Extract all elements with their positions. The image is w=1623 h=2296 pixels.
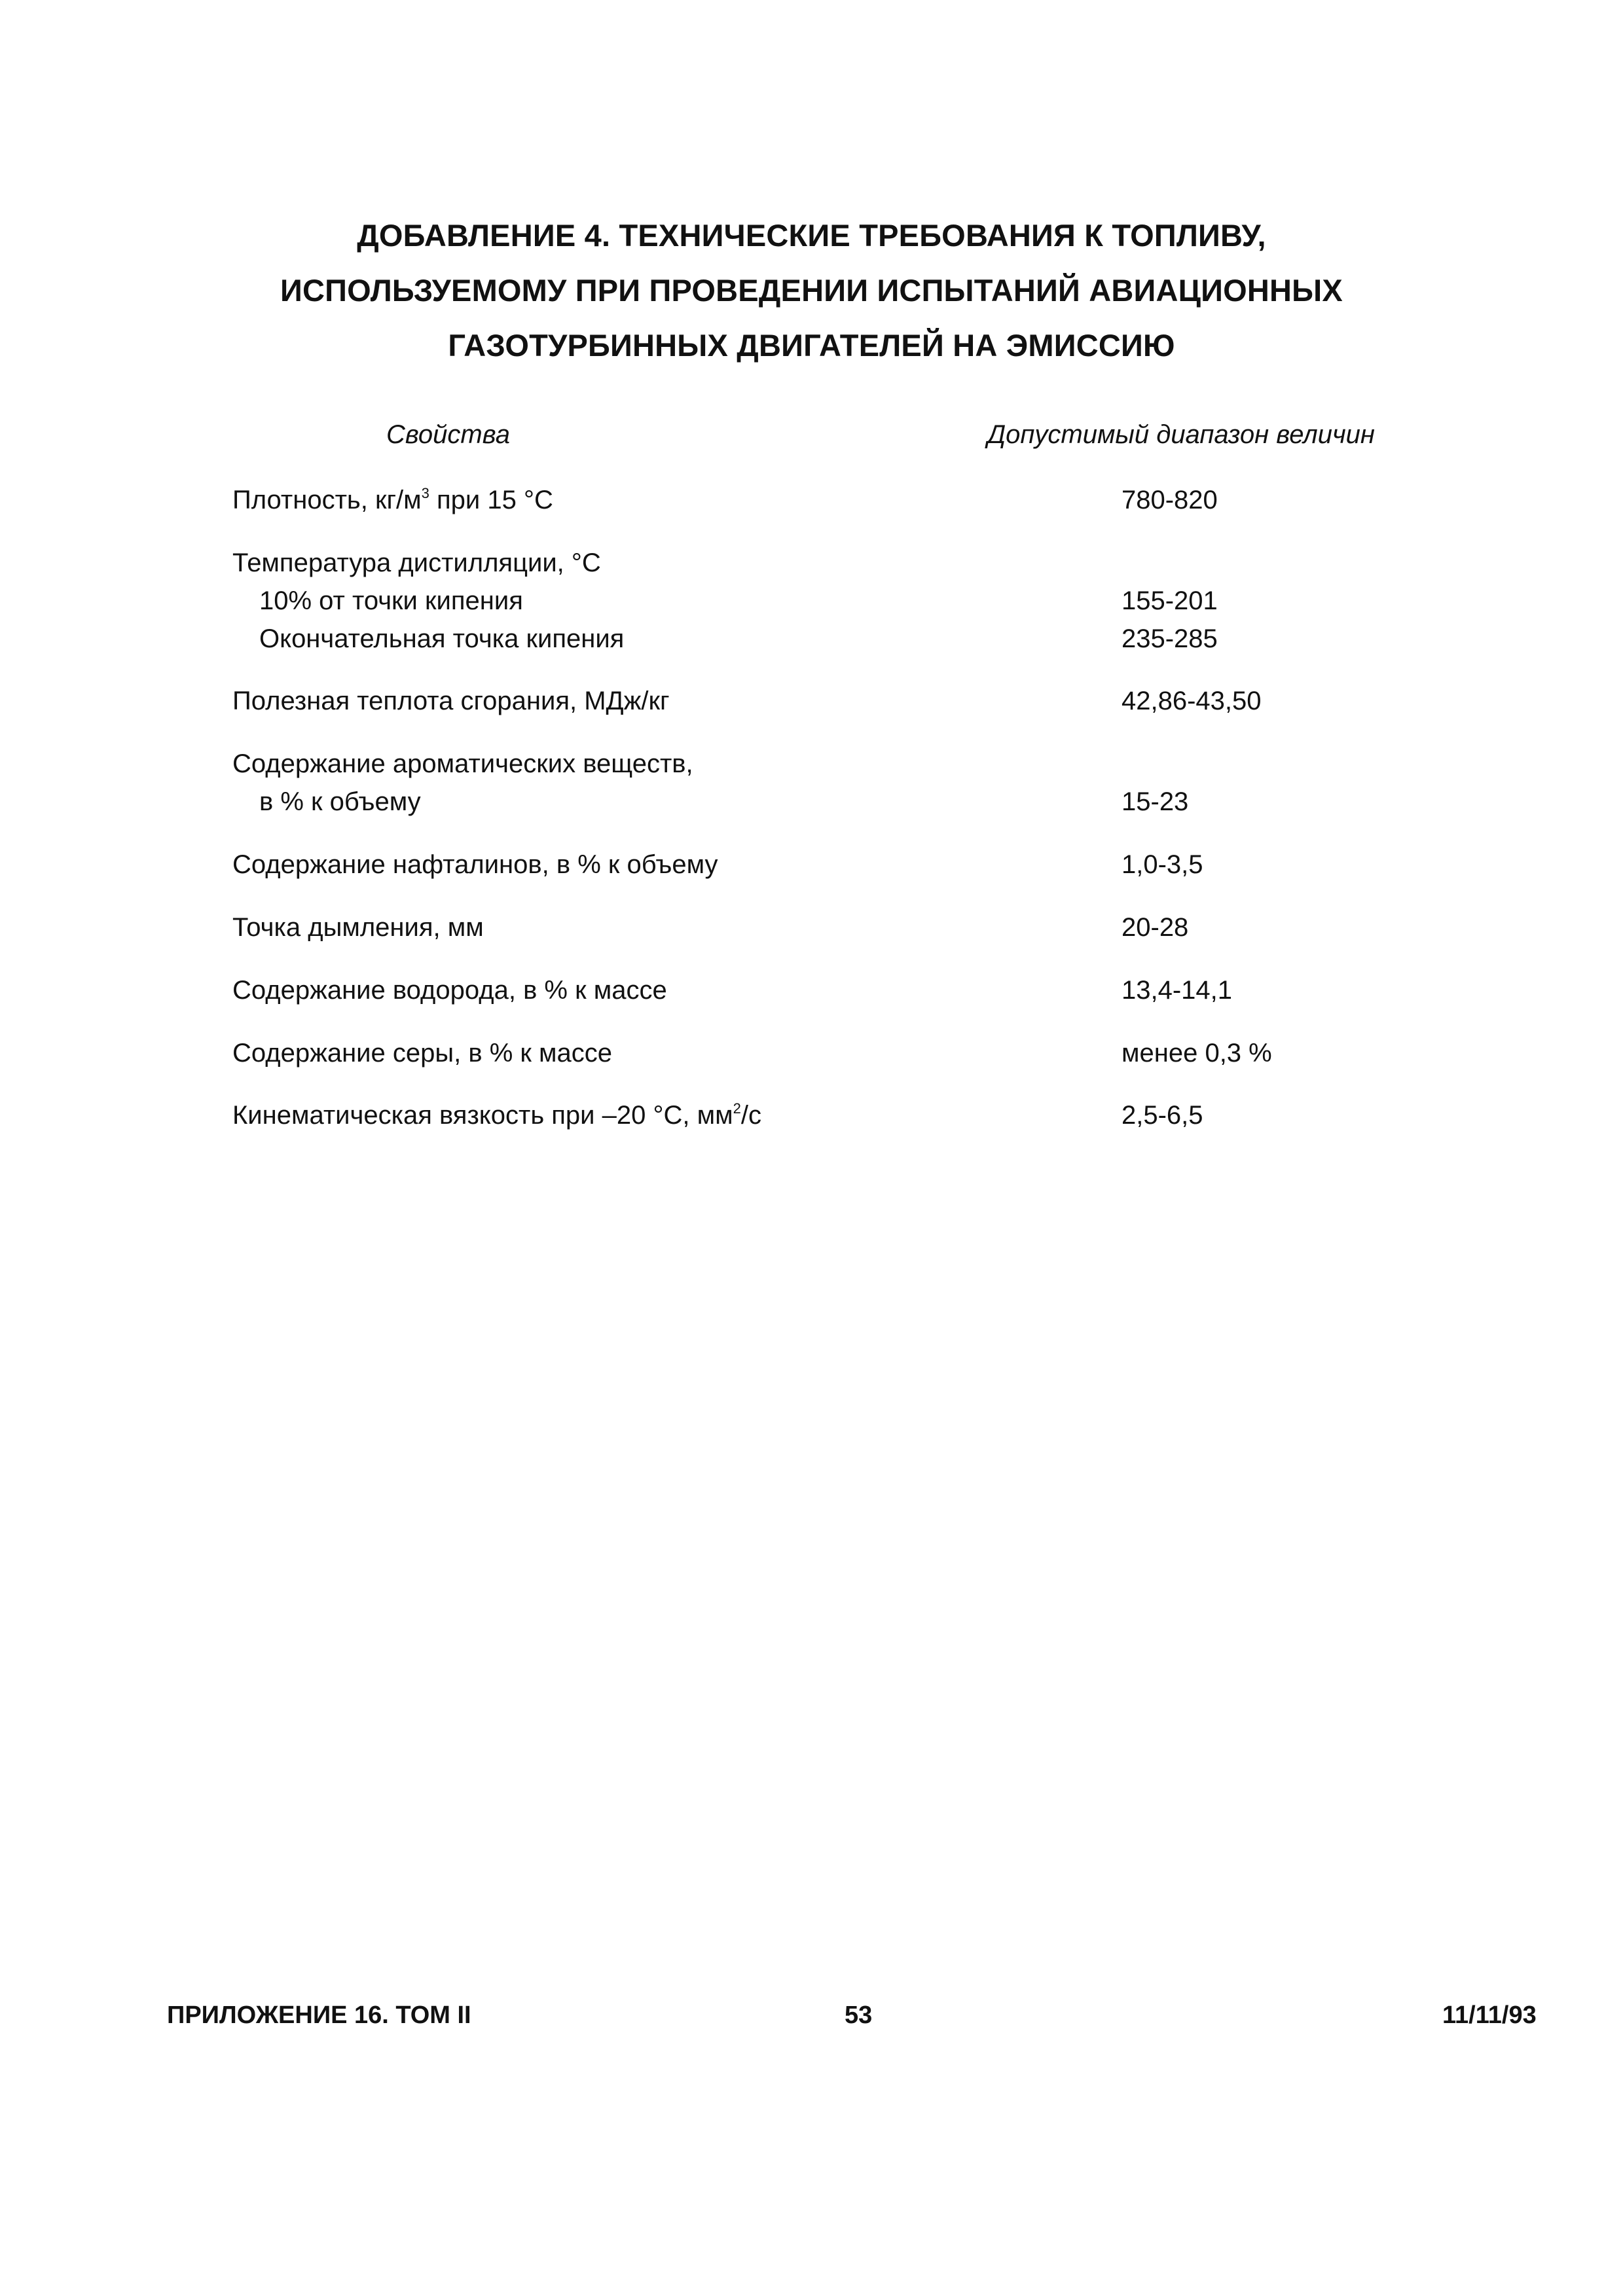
table-row-distillation [0,547,1623,579]
title-line-3: ГАЗОТУРБИННЫХ ДВИГАТЕЛЕЙ НА ЭМИССИЮ [448,328,1175,363]
table-row-aromatics-cont [0,786,1623,817]
property-label: Полезная теплота сгорания, МДж/кг [232,687,670,715]
column-header-range: Допустимый диапазон величин [987,420,1375,449]
title-line-1: ДОБАВЛЕНИЕ 4. ТЕХНИЧЕСКИЕ ТРЕБОВАНИЯ К ТОПЛИВУ, [357,218,1266,253]
property-label: Окончательная точка кипения [259,624,625,653]
property-label: в % к объему [259,787,421,816]
property-label: Плотность, $кг/м^3$ при 15 °C [232,485,553,514]
property-label: Точка дымления, мм [232,913,484,942]
document-title [0,208,1623,373]
table-row-naphthalenes [0,849,1623,880]
property-label: Содержание нафталинов, в % к объему [232,850,718,879]
property-label: Содержание ароматических веществ, [232,749,693,778]
property-value: 20-28 [1122,913,1189,942]
table-row-distillation-10 [0,585,1623,617]
footer-page-number: 53 [845,2001,873,2029]
table-row-viscosity [0,1100,1623,1131]
property-value: 780-820 [1122,486,1218,514]
property-value: 235-285 [1122,624,1218,653]
property-value: 1,0-3,5 [1122,850,1203,879]
property-value: 42,86-43,50 [1122,687,1262,715]
property-value: 2,5-6,5 [1122,1101,1203,1130]
property-label: Температура дистилляции, °C [232,548,601,577]
table-row-aromatics [0,748,1623,780]
table-row-smoke-point [0,912,1623,943]
property-label: Содержание водорода, в % к массе [232,976,667,1005]
property-value: 15-23 [1122,787,1189,816]
column-header-properties: Свойства [386,420,510,449]
property-value: менее 0,3 % [1122,1039,1272,1067]
table-row-hydrogen [0,975,1623,1006]
property-value: 13,4-14,1 [1122,976,1233,1005]
property-label: Содержание серы, в % к массе [232,1039,612,1067]
table-row-distillation-final [0,623,1623,655]
table-row-sulfur [0,1037,1623,1069]
footer-date: 11/11/93 [1442,2001,1537,2029]
property-label: 10% от точки кипения [259,586,523,615]
property-label: Кинематическая вязкость при –20 °C, $мм^2/с$ [232,1100,761,1130]
property-value: 155-201 [1122,586,1218,615]
footer-annex-label: ПРИЛОЖЕНИЕ 16. ТОМ II [167,2001,471,2029]
table-row-density [0,484,1623,516]
title-line-2: ИСПОЛЬЗУЕМОМУ ПРИ ПРОВЕДЕНИИ ИСПЫТАНИЙ АВИАЦИОННЫХ [280,273,1343,308]
table-row-heat [0,685,1623,717]
